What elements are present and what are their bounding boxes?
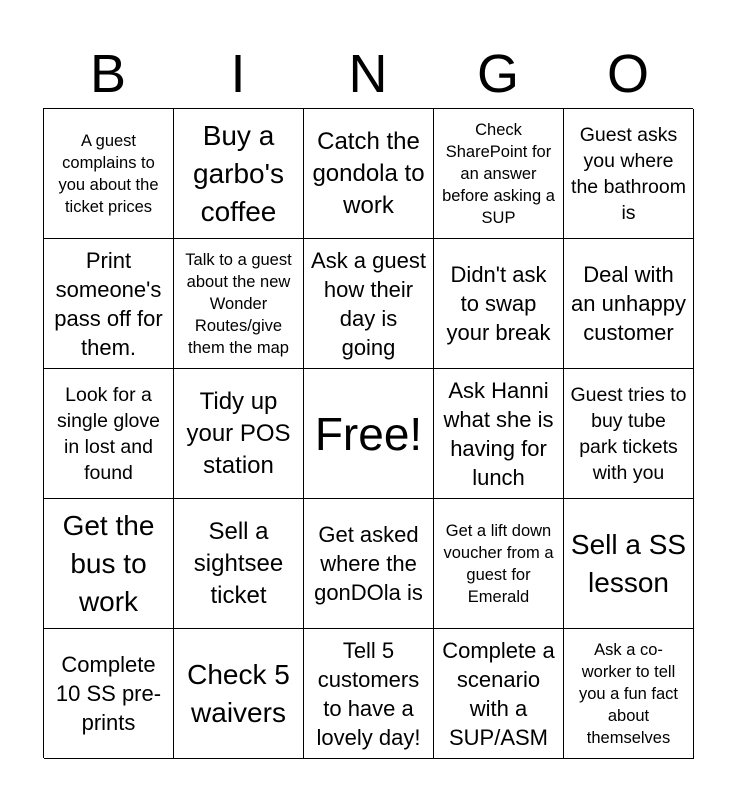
bingo-cell-text: Ask Hanni what she is having for lunch [443, 377, 554, 490]
bingo-header [43, 40, 693, 108]
bingo-cell-text: Check 5 waivers [187, 658, 290, 728]
bingo-cell-text: Tidy up your POS station [186, 387, 291, 479]
bingo-cell-r4c1[interactable] [44, 499, 174, 629]
bingo-cell-r5c4[interactable] [434, 629, 564, 759]
bingo-cell-text: Guest asks you where the bathroom is [571, 123, 686, 224]
bingo-cell-r4c5[interactable] [564, 499, 694, 629]
bingo-cell-text: Complete a scenario with a SUP/ASM [442, 637, 555, 750]
bingo-cell-r2c4[interactable] [434, 239, 564, 369]
bingo-grid [43, 108, 693, 758]
bingo-cell-text: Print someone's pass off for them. [54, 247, 163, 360]
bingo-cell-r4c3[interactable] [304, 499, 434, 629]
bingo-cell-r1c3[interactable] [304, 109, 434, 239]
bingo-cell-text: Check SharePoint for an answer before asking a SUP [442, 120, 555, 227]
header-letter-g: G [476, 44, 519, 104]
bingo-cell-r1c4[interactable] [434, 109, 564, 239]
bingo-cell-r1c1[interactable] [44, 109, 174, 239]
bingo-cell-r3c1[interactable] [44, 369, 174, 499]
bingo-cell-text: Get asked where the gonDOla is [314, 522, 423, 605]
header-letter-b: B [89, 44, 127, 104]
bingo-cell-r3c5[interactable] [564, 369, 694, 499]
bingo-cell-r5c5[interactable] [564, 629, 694, 759]
header-letter-i: I [230, 44, 246, 104]
bingo-cell-text: Guest tries to buy tube park tickets with you [570, 383, 687, 484]
bingo-cell-text: Didn't ask to swap your break [446, 262, 551, 345]
bingo-cell-text: Deal with an unhappy customer [571, 262, 686, 345]
bingo-cell-text: Get the bus to work [62, 509, 155, 617]
bingo-cell-r5c2[interactable] [174, 629, 304, 759]
bingo-cell-text: Complete 10 SS pre-prints [55, 652, 162, 735]
bingo-cell-free[interactable] [304, 369, 434, 499]
bingo-cell-r2c1[interactable] [44, 239, 174, 369]
bingo-cell-r3c2[interactable] [174, 369, 304, 499]
bingo-cell-text: Talk to a guest about the new Wonder Routes/give them the map [185, 250, 292, 357]
bingo-cell-text: Ask a co-worker to tell you a fun fact about themselves [578, 640, 679, 747]
bingo-cell-text: Get a lift down voucher from a guest for Emerald [443, 521, 554, 606]
header-letter-o: O [606, 44, 649, 104]
bingo-cell-r1c5[interactable] [564, 109, 694, 239]
bingo-cell-text: Sell a sightsee ticket [193, 517, 284, 609]
bingo-cell-r3c4[interactable] [434, 369, 564, 499]
bingo-cell-r2c2[interactable] [174, 239, 304, 369]
bingo-cell-r2c3[interactable] [304, 239, 434, 369]
header-letter-n: N [348, 44, 388, 104]
bingo-cell-r4c4[interactable] [434, 499, 564, 629]
bingo-cell-text: Ask a guest how their day is going [311, 247, 426, 360]
bingo-cell-r4c2[interactable] [174, 499, 304, 629]
bingo-cell-r2c5[interactable] [564, 239, 694, 369]
bingo-cell-text: Catch the gondola to work [312, 127, 425, 219]
bingo-cell-text: A guest complains to you about the ticket prices [58, 131, 159, 216]
bingo-cell-text: Look for a single glove in lost and found [57, 383, 160, 484]
bingo-cell-r5c3[interactable] [304, 629, 434, 759]
bingo-cell-text: Free! [314, 407, 423, 460]
bingo-cell-r1c2[interactable] [174, 109, 304, 239]
bingo-cell-text: Tell 5 customers to have a lovely day! [316, 637, 421, 750]
bingo-cell-r5c1[interactable] [44, 629, 174, 759]
bingo-cell-text: Sell a SS lesson [570, 528, 687, 598]
bingo-cell-text: Buy a garbo's coffee [193, 119, 284, 227]
